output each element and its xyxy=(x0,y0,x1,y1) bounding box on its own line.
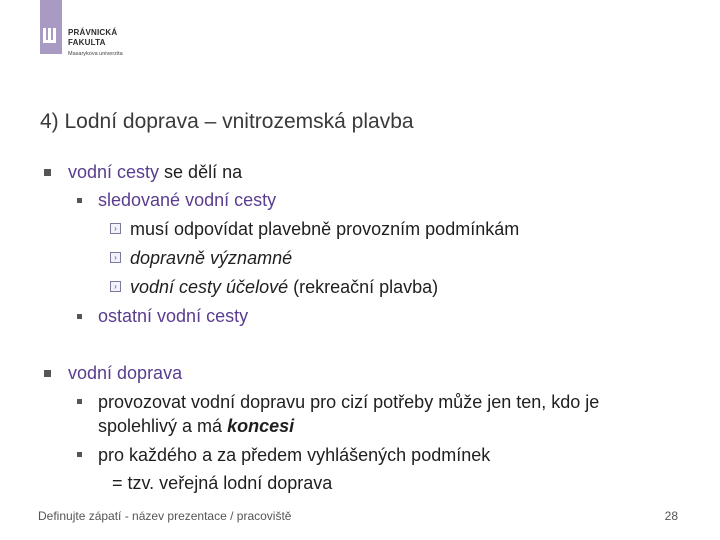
logo-mark xyxy=(40,0,62,54)
bullet-operate-line2 xyxy=(98,415,294,437)
page-number: 28 xyxy=(664,509,678,523)
bullet-public-line2: = tzv. veřejná lodní doprava xyxy=(112,473,333,493)
bullet-square-icon xyxy=(44,370,51,377)
slide-title: 4) Lodní doprava – vnitrozemská plavba xyxy=(40,110,414,133)
logo-line-1: PRÁVNICKÁ xyxy=(68,28,118,37)
arrow-box-icon: › xyxy=(110,281,121,292)
bullet-purpose-waterways xyxy=(130,276,438,298)
mu-emblem-icon xyxy=(42,26,60,46)
bullet-other-waterways: ostatní vodní cesty xyxy=(98,306,249,326)
footer-text: Definujte zápatí - název prezentace / pracoviště xyxy=(38,509,292,523)
italic-term: vodní cesty účelové xyxy=(130,277,289,297)
bullet-water-transport: vodní doprava xyxy=(68,363,183,383)
bullet-square-icon xyxy=(77,399,82,404)
logo-line-3: Masarykova univerzita xyxy=(68,51,123,57)
logo-text xyxy=(68,28,123,59)
bullet-monitored-waterways: sledované vodní cesty xyxy=(98,190,277,210)
bullet-must-comply: musí odpovídat plavebně provozním podmínkám xyxy=(130,219,520,239)
emphasis-term: vodní cesty xyxy=(68,162,160,182)
bullet-square-icon xyxy=(77,198,82,203)
bullet-square-icon xyxy=(77,452,82,457)
bullet-operate-line1: provozovat vodní dopravu pro cizí potřeby může jen ten, kdo je xyxy=(98,392,600,412)
bullet-square-icon xyxy=(77,314,82,319)
bullet-text: se dělí na xyxy=(159,162,243,182)
bullet-waterways xyxy=(68,161,242,183)
bullet-transport-significant: dopravně významné xyxy=(130,248,293,268)
logo-line-2: FAKULTA xyxy=(68,38,106,47)
arrow-box-icon: › xyxy=(110,223,121,234)
arrow-box-icon: › xyxy=(110,252,121,263)
emphasis-concession: koncesi xyxy=(227,416,295,436)
bullet-text: spolehlivý a má xyxy=(98,416,228,436)
bullet-square-icon xyxy=(44,169,51,176)
bullet-text: (rekreační plavba) xyxy=(288,277,439,297)
bullet-public-line1: pro každého a za předem vyhlášených podmínek xyxy=(98,445,491,465)
faculty-logo xyxy=(40,0,123,59)
